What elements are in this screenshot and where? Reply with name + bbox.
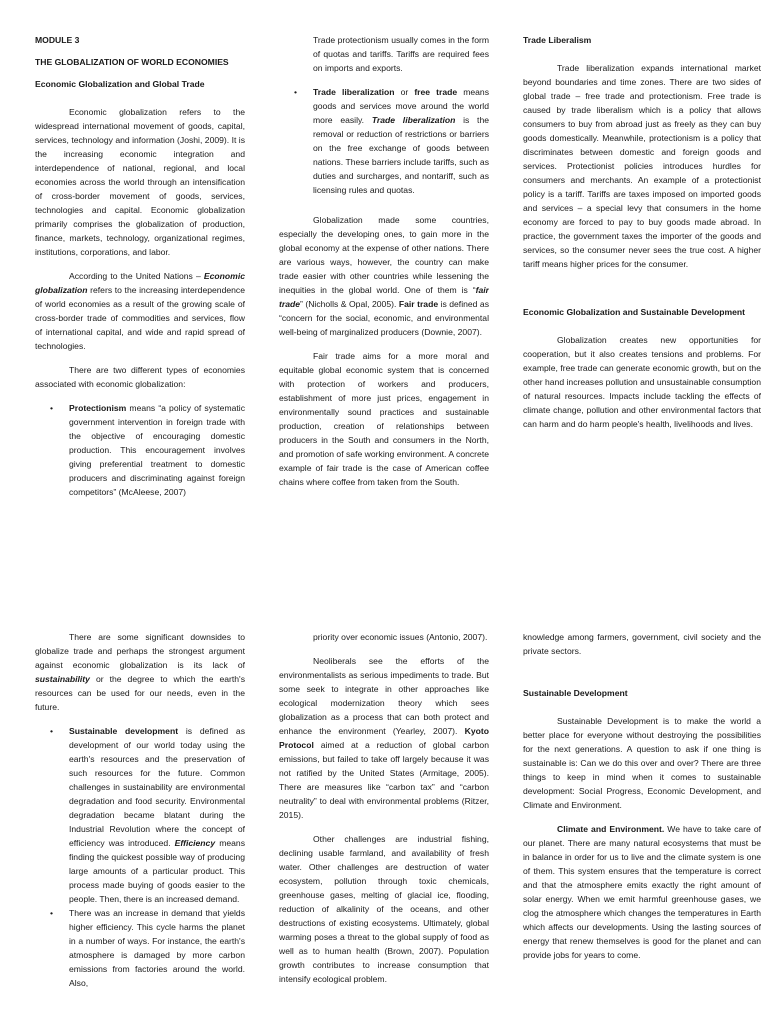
list-item-trade-liberalization: • Trade liberalization or free trade means goods and services move around the world more easily. Trade liberalization is the removal or reduction of restrictions or barriers on the free exchange of goods between nations. These barriers include tariffs, such as duties and surcharges, and nontariff, such as licensing rules and quotas. [313,85,489,197]
column-2 [279,630,489,996]
paragraph: Fair trade aims for a more moral and equitable global economic system that is concerned with protection of workers and producers, establishment of more just prices, engagement in environmentally sound practices and sustainable production, creation of relationships between producers in the South and consumers in the North, and promotion of safe working environment. A concrete example of fair trade is the case of American coffee chains where coffee from taken from the South. [279,351,489,487]
paragraph: Neoliberals see the efforts of the environmentalists as serious impediments to trade. But some seek to integrate in other approaches like ecological modernization theory which sees globalization as a process that can both protect and enhance the environment (Yearley, 2007). Kyoto Protocol aimed at a reduction of global carbon emissions, but failed to take off largely because it was not ratified by the United States (Armitage, 2005). There are measures like “carbon tax” and “carbon neutrality” to deal with environmental problems (Ritzer, 2015). [279,656,489,820]
paragraph: There are two different types of economies associated with economic globalization: [35,365,245,389]
paragraph: Economic globalization refers to the widespread international movement of goods, capital, services, technology and information (Joshi, 2009). It is the increasing economic integration and interdependence of national, regional, and local economies across the world through an intensification of cross-border movement of goods, services, technologies and capital. Economic globalization primarily comprises the globalization of production, finance, markets, technology, organizational regimes, institutions, corporations, and labor. [35,107,245,257]
paragraph: knowledge among farmers, government, civil society and the private sectors. [523,632,761,656]
paragraph: Climate and Environment. We have to take care of our planet. There are many natural ecosystems that must be in balance in order for us to live and the climate system is one of them. This system ensures that the temperature is correct and that the atmosphere emits exactly the right amount of solar energy. When we emit harmful greenhouse gases, we clog the atmosphere which changes the temperatures in Earth which affects our developments. Using the lasting sources of energy that renew themselves is good for the planet and can provide jobs for years to come. [523,824,761,960]
column-1 [35,630,245,1000]
section-heading-economic-globalization: Economic Globalization and Global Trade [35,79,205,89]
column-2 [279,33,489,499]
paragraph: priority over economic issues (Antonio, 2007). [313,632,488,642]
section-heading-sustainable-development: Economic Globalization and Sustainable Development [523,307,746,317]
list-item-sustainable-development: • Sustainable development is defined as development of our world today using the earth's resources and the preservation of such resources for the future. Common challenges in sustainability are environmental degradation and food security. Environmental degradation became blatant during the Industrial Revolution where the concept of efficiency was introduced. Efficiency means finding the quickest possible way of producing large amounts of a particular product. This process made buying of goods easier to the people. Then, there is an increased demand. [69,724,245,906]
section-heading-sustainable-development: Sustainable Development [523,688,628,698]
paragraph: According to the United Nations – Economic globalization refers to the increasing interdependence of world economies as a result of the growing scale of cross-border trade of commodities and services, flow of international capital, and wide and rapid spread of technologies. [35,271,245,351]
module-label: MODULE 3 [35,35,80,45]
list-item-demand: • There was an increase in demand that yields higher efficiency. This cycle harms the planet in a number of ways. For instance, the earth's atmosphere is damaged by more carbon emissions from factories around the world. Also, [69,906,245,990]
paragraph: Globalization creates new opportunities for cooperation, but it also creates tensions and problems. For example, free trade can generate economic growth, but on the other hand increases pollution and unsustainable consumption of natural resources. Impacts include tackling the effects of climate change, pollution and other environmental factors that can harm and do harm people's health, livelihoods and lives. [523,335,761,429]
paragraph: Other challenges are industrial fishing, declining usable farmland, and availability of fresh water. Other challenges are destruction of water ecosystem, pollution through toxic chemicals, greenhouse gases, melting of glacial ice, flooding, reduction of alkalinity of the oceans, and other destructions of existing ecosystems. Ultimately, global warming poses a threat to the global supply of food as well as to human health (Brown, 2007). Population growth contributes to increase consumption that intensify ecological problem. [279,834,489,984]
paragraph: Sustainable Development is to make the world a better place for everyone without destroying the possibilities for the next generations. A question to ask if one thing is sustainable is: Can we do this over and over? There are three things to keep in mind when it comes to sustainable development: Social Progress, Economic Development, and Climate and Environment. [523,716,761,810]
column-3 [523,630,761,972]
bullet-list [35,724,245,990]
paragraph: There are some significant downsides to globalize trade and perhaps the strongest argument against economic globalization is its lack of sustainability or the degree to which the earth's resources can be used for our needs, even in the future. [35,632,245,712]
section-heading-trade-liberalism: Trade Liberalism [523,35,592,45]
paragraph: Globalization made some countries, especially the developing ones, to gain more in the global economy at the expense of other nations. There are various ways, however, the country can make trade easier with other countries while lessening the inequities in the global world. One of them is “fair trade” (Nicholls & Opal, 2005). Fair trade is defined as “concern for the social, economic, and environmental well-being of marginalized producers (Downie, 2007). [279,215,489,337]
document-page-2 [0,512,768,1024]
paragraph: Trade protectionism usually comes in the form of quotas and tariffs. Tariffs are required fees on imports and exports. [313,35,489,73]
list-item-protectionism: • Protectionism means “a policy of systematic government intervention in foreign trade with the objective of encouraging domestic production. This encouragement involves giving preferential treatment to domestic producers and discriminating against foreign competitors” (McAleese, 2007) [69,401,245,499]
bullet-list [35,401,245,499]
column-3 [523,33,761,441]
column-1 [35,33,245,509]
bullet-list [279,85,489,197]
module-title: THE GLOBALIZATION OF WORLD ECONOMIES [35,57,229,67]
paragraph: Trade liberalization expands international market beyond boundaries and time zones. There are two sides of global trade – free trade and protectionism. Free trade is caused by trade liberalism which is a policy that allows consumers to buy from abroad just as freely as they can buy goods domestically. Meanwhile, protectionism is a policy that discriminates between domestic and foreign goods and services. Protectionist policies introduces hurdles for consumers and merchants. An example of a protectionist policy is a tariff. Tariffs are taxes imposed on imported goods and services – a special levy that consumers in the home economy are forced to pay to buy goods made abroad. In practice, the government taxes the importer of the goods and services, so the consumer never sees the true cost. A higher tariff means higher prices for the consumer. [523,63,761,269]
